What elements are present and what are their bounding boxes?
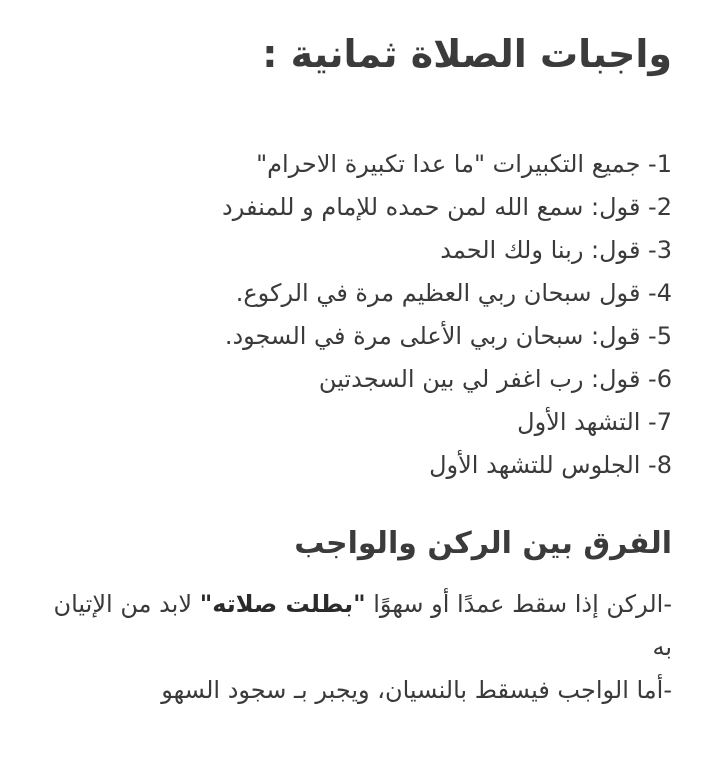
duties-list bbox=[222, 143, 672, 487]
list-item: 6- قول: رب اغفر لي بين السجدتين bbox=[318, 365, 672, 393]
paragraph-duty: -أما الواجب فيسقط بالنسيان، ويجبر بـ سجود السهو bbox=[161, 676, 672, 704]
list-item: 4- قول سبحان ربي العظيم مرة في الركوع. bbox=[235, 279, 672, 307]
list-item: 3- قول: ربنا ولك الحمد bbox=[440, 236, 672, 264]
list-item: 7- التشهد الأول bbox=[517, 408, 672, 436]
list-item: 1- جميع التكبيرات "ما عدا تكبيرة الاحرام" bbox=[256, 150, 672, 178]
pillar-text-start: -الركن إذا سقط عمدًا أو سهوًا bbox=[365, 590, 672, 618]
list-item: 8- الجلوس للتشهد الأول bbox=[429, 451, 672, 479]
list-item: 2- قول: سمع الله لمن حمده للإمام و للمنفرد bbox=[222, 193, 672, 221]
list-item: 5- قول: سبحان ربي الأعلى مرة في السجود. bbox=[224, 322, 672, 350]
pillar-text-end: لابد من الإتيان به bbox=[53, 590, 672, 661]
section-heading: الفرق بين الركن والواجب bbox=[294, 526, 672, 561]
pillar-bold-text: "بطلت صلاته" bbox=[199, 590, 366, 618]
page-title: واجبات الصلاة ثمانية : bbox=[262, 32, 672, 76]
difference-section bbox=[48, 583, 672, 712]
paragraph-pillar bbox=[48, 583, 672, 669]
